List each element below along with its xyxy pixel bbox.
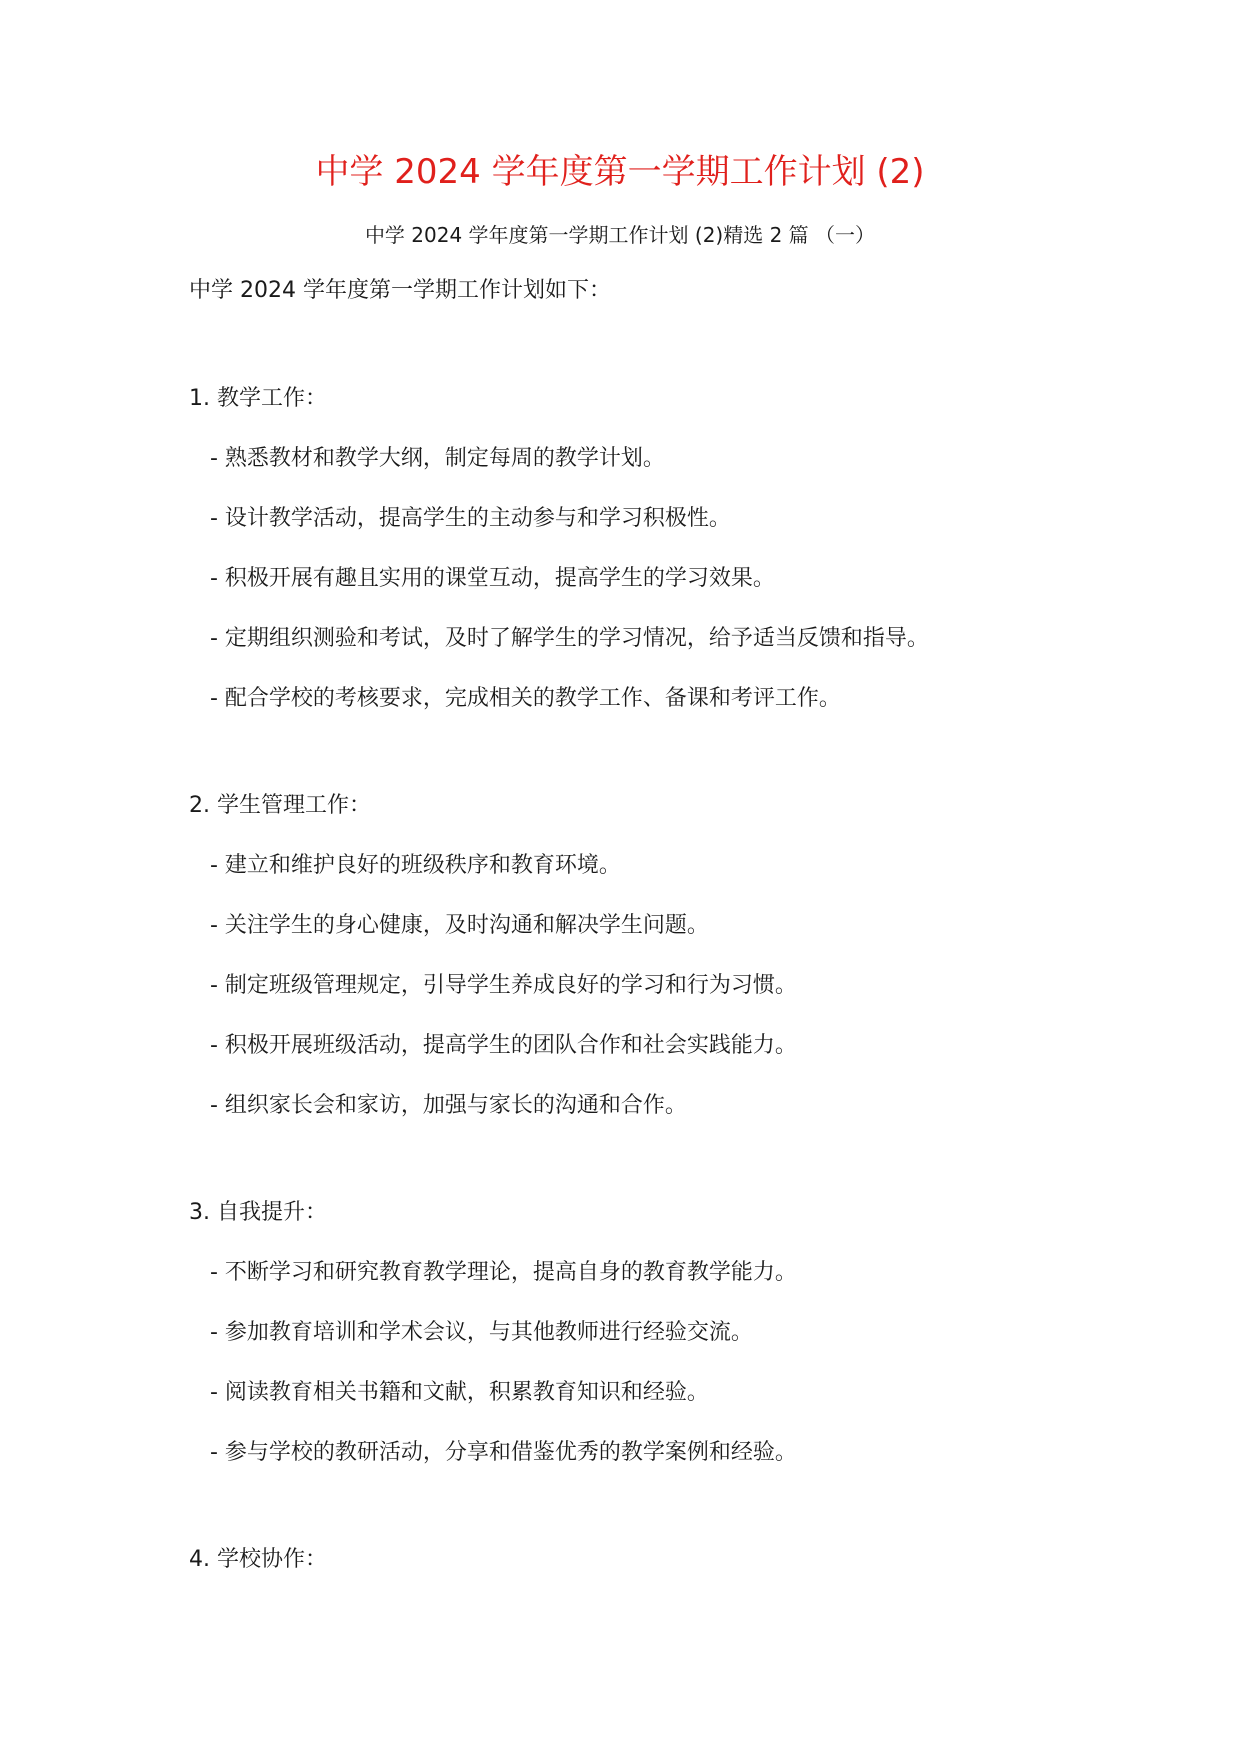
list-item: - 参加教育培训和学术会议，与其他教师进行经验交流。: [210, 1320, 753, 1345]
list-item: - 建立和维护良好的班级秩序和教育环境。: [210, 853, 621, 878]
section-heading-student-management: 2. 学生管理工作：: [189, 793, 371, 818]
list-item: - 组织家长会和家访，加强与家长的沟通和合作。: [210, 1093, 687, 1118]
list-item: - 参与学校的教研活动，分享和借鉴优秀的教学案例和经验。: [210, 1440, 797, 1465]
list-item: - 积极开展有趣且实用的课堂互动，提高学生的学习效果。: [210, 566, 775, 591]
list-item: - 配合学校的考核要求，完成相关的教学工作、备课和考评工作。: [210, 686, 841, 711]
list-item: - 设计教学活动，提高学生的主动参与和学习积极性。: [210, 506, 731, 531]
section-heading-school-collaboration: 4. 学校协作：: [189, 1547, 327, 1572]
section-heading-teaching: 1. 教学工作：: [189, 386, 327, 411]
list-item: - 定期组织测验和考试，及时了解学生的学习情况，给予适当反馈和指导。: [210, 626, 929, 651]
page-title: 中学 2024 学年度第一学期工作计划 (2): [315, 152, 925, 192]
list-item: - 制定班级管理规定，引导学生养成良好的学习和行为习惯。: [210, 973, 797, 998]
intro-paragraph: 中学 2024 学年度第一学期工作计划如下：: [189, 278, 611, 303]
list-item: - 不断学习和研究教育教学理论，提高自身的教育教学能力。: [210, 1260, 797, 1285]
list-item: - 关注学生的身心健康，及时沟通和解决学生问题。: [210, 913, 709, 938]
subtitle: 中学 2024 学年度第一学期工作计划 (2)精选 2 篇 （一）: [364, 223, 876, 247]
section-heading-self-improvement: 3. 自我提升：: [189, 1200, 327, 1225]
list-item: - 积极开展班级活动，提高学生的团队合作和社会实践能力。: [210, 1033, 797, 1058]
list-item: - 阅读教育相关书籍和文献，积累教育知识和经验。: [210, 1380, 709, 1405]
list-item: - 熟悉教材和教学大纲，制定每周的教学计划。: [210, 446, 665, 471]
